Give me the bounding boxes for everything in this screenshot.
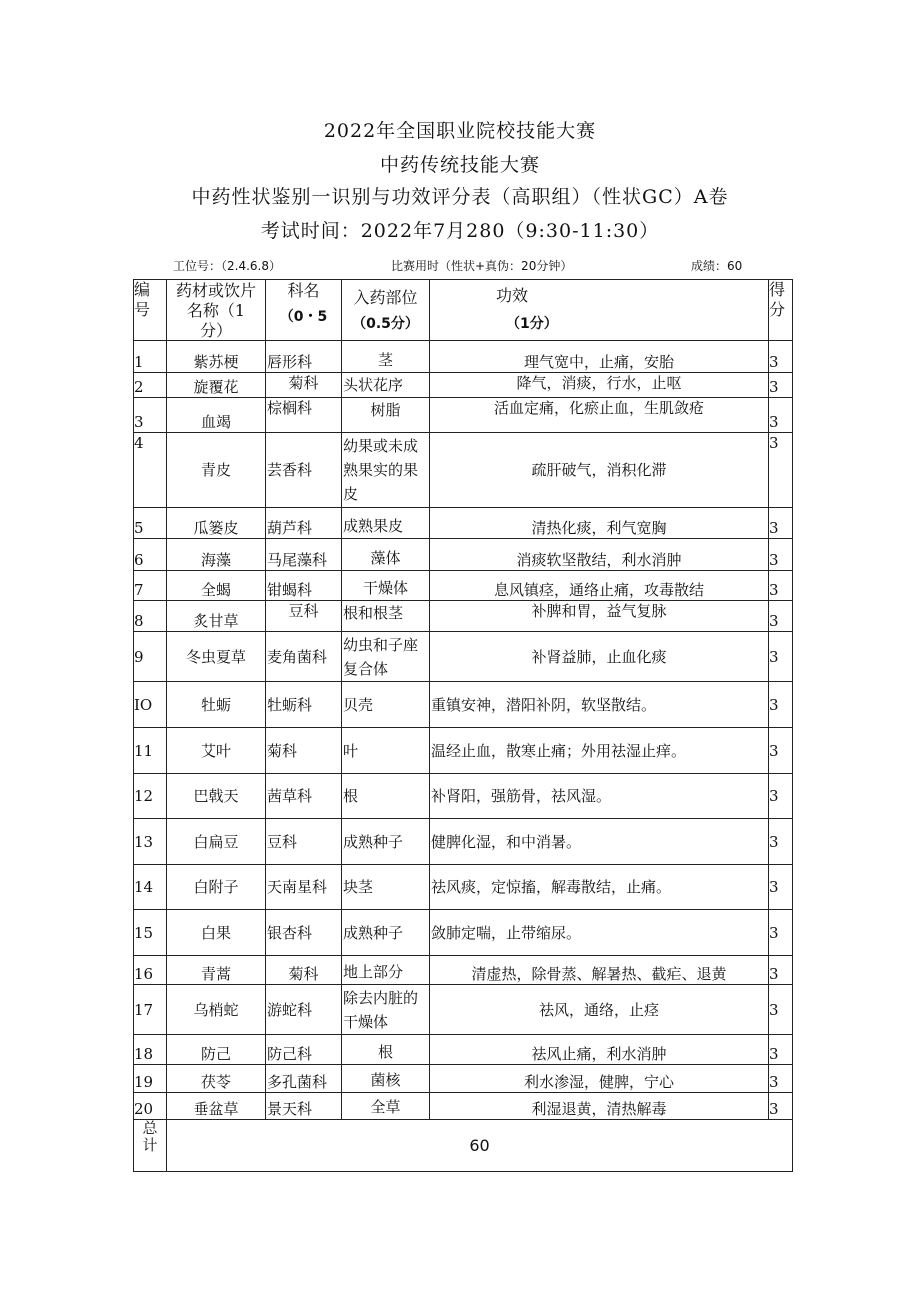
family-name: 多孔菌科 — [267, 1073, 328, 1091]
table-row — [134, 341, 793, 373]
efficacy: 降气，消痰，行水，止呕 — [516, 374, 682, 392]
medicinal-part: 根和根茎 — [343, 604, 404, 622]
family-name: 天南星科 — [267, 878, 328, 896]
efficacy-cell — [430, 682, 769, 728]
total-label-cell — [134, 1120, 167, 1172]
efficacy-cell — [430, 341, 769, 373]
row-number-cell — [134, 539, 167, 571]
row-number: 15 — [134, 923, 154, 942]
row-score: 3 — [769, 1073, 779, 1091]
herb-name-cell — [167, 682, 266, 728]
medicinal-part-cell — [342, 682, 430, 728]
row-score-cell — [769, 571, 793, 601]
row-number-cell — [134, 571, 167, 601]
total-score-label: 成绩：60 — [691, 259, 743, 273]
exam-time: 考试时间：2022年7月280（9:30-11:30） — [260, 220, 660, 242]
efficacy: 清虚热，除骨蒸、解暑热、截疟、退黄 — [471, 965, 727, 983]
row-score-cell — [769, 508, 793, 539]
family-name-cell — [266, 539, 342, 571]
row-number: 2 — [134, 378, 144, 396]
efficacy: 健脾化湿，和中消暑。 — [431, 832, 582, 851]
row-number: 11 — [134, 741, 154, 760]
herb-name-cell — [167, 398, 266, 433]
family-name-cell — [266, 1065, 342, 1093]
table-row — [134, 985, 793, 1035]
efficacy-cell — [430, 774, 769, 819]
family-name: 唇形科 — [267, 353, 313, 371]
efficacy: 疏肝破气，消积化滞 — [531, 461, 667, 479]
total-value: 60 — [469, 1135, 490, 1155]
row-number: 17 — [134, 1000, 154, 1019]
row-number: 19 — [134, 1073, 154, 1091]
family-name-cell — [266, 571, 342, 601]
row-number-cell — [134, 601, 167, 632]
station-number: 工位号：（2.4.6.8） — [173, 259, 281, 273]
row-score-cell — [769, 865, 793, 910]
herb-name-cell — [167, 956, 266, 985]
medicinal-part-cell — [342, 1093, 430, 1120]
row-number-cell — [134, 1065, 167, 1093]
table-row — [134, 774, 793, 819]
medicinal-part-cell — [342, 865, 430, 910]
herb-name-cell — [167, 341, 266, 373]
medicinal-part-cell — [342, 956, 430, 985]
header-effect — [430, 280, 769, 341]
row-number: 18 — [134, 1045, 154, 1063]
row-number: 12 — [134, 787, 154, 805]
herb-name: 白果 — [200, 923, 231, 942]
herb-name: 白附子 — [193, 878, 239, 896]
family-name: 茜草科 — [267, 787, 313, 805]
row-number-cell — [134, 341, 167, 373]
family-name: 豆科 — [288, 602, 319, 620]
efficacy-cell — [430, 601, 769, 632]
row-number: 7 — [134, 581, 144, 599]
family-name-cell — [266, 956, 342, 985]
total-label: 总计 — [142, 1119, 158, 1154]
row-score: 3 — [769, 581, 779, 599]
efficacy: 祛风痰，定惊搐，解毒散结，止痛。 — [431, 878, 672, 896]
efficacy-cell — [430, 632, 769, 682]
family-name: 葫芦科 — [267, 519, 313, 537]
header-name — [167, 280, 266, 341]
row-score-cell — [769, 601, 793, 632]
medicinal-part-cell — [342, 571, 430, 601]
medicinal-part: 幼虫和子座复合体 — [343, 635, 419, 678]
row-score-cell — [769, 774, 793, 819]
row-number-cell — [134, 1035, 167, 1065]
family-name-cell — [266, 682, 342, 728]
efficacy: 重镇安神，潜阳补阴，软坚散结。 — [431, 695, 657, 714]
herb-name-cell — [167, 433, 266, 508]
table-row — [134, 571, 793, 601]
title-competition: 2022年全国职业院校技能大赛 — [323, 120, 597, 142]
table-row — [134, 819, 793, 865]
efficacy-cell — [430, 956, 769, 985]
herb-name: 冬虫夏草 — [185, 647, 246, 666]
family-name-cell — [266, 1035, 342, 1065]
medicinal-part-cell — [342, 433, 430, 508]
efficacy: 活血定痛，化瘀止血，生肌敛疮 — [493, 399, 704, 417]
table-row — [134, 728, 793, 774]
time-used: 比赛用时（性状+真伪：20分钟） — [391, 259, 573, 273]
total-row — [134, 1120, 793, 1172]
row-number-cell — [134, 632, 167, 682]
row-score: 3 — [769, 965, 779, 983]
efficacy-cell — [430, 910, 769, 956]
row-score: 3 — [769, 353, 779, 371]
family-name: 麦角菌科 — [267, 647, 328, 666]
row-score-cell — [769, 398, 793, 433]
header-name-line2: 名称（1 — [186, 301, 246, 320]
row-score-cell — [769, 1035, 793, 1065]
herb-name-cell — [167, 632, 266, 682]
header-family — [266, 280, 342, 341]
row-score: 3 — [769, 378, 779, 396]
row-score-cell — [769, 341, 793, 373]
herb-name-cell — [167, 373, 266, 398]
row-score: 3 — [769, 878, 779, 896]
row-number: 20 — [134, 1100, 154, 1118]
herb-name: 茯苓 — [200, 1073, 231, 1091]
herb-name-cell — [167, 1035, 266, 1065]
herb-name: 垂盆草 — [193, 1100, 239, 1118]
header-score — [769, 280, 793, 341]
herb-name: 血竭 — [200, 413, 231, 431]
header-family-line1: 科名 — [287, 281, 320, 300]
efficacy: 清热化痰，利气宽胸 — [531, 519, 667, 537]
family-name-cell — [266, 774, 342, 819]
family-name: 游蛇科 — [267, 1000, 313, 1019]
header-part-line2: （0.5分） — [352, 316, 419, 332]
family-name-cell — [266, 985, 342, 1035]
efficacy: 消痰软坚散结，利水消肿 — [516, 551, 682, 569]
medicinal-part: 成熟果皮 — [343, 517, 404, 535]
medicinal-part-cell — [342, 601, 430, 632]
table-header-row — [134, 280, 793, 341]
efficacy: 补肾益肺，止血化痰 — [531, 647, 667, 666]
medicinal-part-cell — [342, 341, 430, 373]
efficacy-cell — [430, 539, 769, 571]
medicinal-part: 干燥体 — [362, 579, 408, 597]
table-row — [134, 373, 793, 398]
row-number-cell — [134, 910, 167, 956]
row-score: 3 — [769, 1000, 779, 1019]
medicinal-part-cell — [342, 728, 430, 774]
herb-name: 牡蛎 — [200, 695, 231, 714]
efficacy-cell — [430, 728, 769, 774]
medicinal-part-cell — [342, 508, 430, 539]
row-number-cell — [134, 682, 167, 728]
row-score-cell — [769, 632, 793, 682]
family-name-cell — [266, 398, 342, 433]
medicinal-part-cell — [342, 632, 430, 682]
row-number: 8 — [134, 612, 144, 630]
table-row — [134, 1065, 793, 1093]
row-score: 3 — [769, 832, 779, 851]
table-row — [134, 956, 793, 985]
efficacy-cell — [430, 398, 769, 433]
row-number-cell — [134, 985, 167, 1035]
family-name-cell — [266, 910, 342, 956]
efficacy: 祛风，通络，止痉 — [538, 1000, 659, 1019]
table-row — [134, 1093, 793, 1120]
herb-name: 艾叶 — [200, 741, 231, 760]
family-name-cell — [266, 632, 342, 682]
medicinal-part: 块茎 — [343, 878, 374, 896]
herb-name: 瓜篓皮 — [193, 519, 239, 537]
herb-name: 乌梢蛇 — [193, 1000, 239, 1019]
header-score-label: 得分 — [769, 280, 786, 319]
row-score-cell — [769, 910, 793, 956]
row-number-cell — [134, 728, 167, 774]
family-name: 菊科 — [267, 741, 298, 760]
family-name: 马尾藻科 — [267, 551, 328, 569]
header-name-line1: 药材或饮片 — [175, 281, 256, 300]
efficacy: 利湿退黄，清热解毒 — [531, 1100, 667, 1118]
row-score: 3 — [769, 923, 779, 942]
medicinal-part: 地上部分 — [343, 963, 404, 981]
row-number: 16 — [134, 965, 154, 983]
medicinal-part: 成熟种子 — [343, 923, 404, 942]
medicinal-part: 成熟种子 — [343, 832, 404, 851]
medicinal-part-cell — [342, 819, 430, 865]
row-score-cell — [769, 1065, 793, 1093]
table-row — [134, 910, 793, 956]
header-family-line2: （0・5 — [279, 309, 328, 325]
medicinal-part-cell — [342, 774, 430, 819]
medicinal-part-cell — [342, 373, 430, 398]
herb-name: 巴戟天 — [193, 787, 239, 805]
medicinal-part-cell — [342, 539, 430, 571]
efficacy-cell — [430, 985, 769, 1035]
medicinal-part: 叶 — [343, 741, 359, 760]
family-name-cell — [266, 1093, 342, 1120]
efficacy: 补脾和胃，益气复脉 — [531, 602, 667, 620]
medicinal-part-cell — [342, 985, 430, 1035]
row-score: 3 — [769, 741, 779, 760]
row-number: 4 — [134, 434, 144, 452]
row-number: 6 — [134, 551, 144, 569]
row-number-cell — [134, 1093, 167, 1120]
efficacy-cell — [430, 865, 769, 910]
row-number-cell — [134, 508, 167, 539]
herb-name: 防己 — [200, 1045, 231, 1063]
row-score: 3 — [769, 787, 779, 805]
herb-name-cell — [167, 728, 266, 774]
row-number: 1 — [134, 353, 144, 371]
row-number-cell — [134, 956, 167, 985]
herb-name: 白扁豆 — [193, 832, 239, 851]
herb-name-cell — [167, 819, 266, 865]
medicinal-part: 除去内脏的干燥体 — [343, 988, 419, 1031]
herb-name: 全蝎 — [200, 581, 231, 599]
row-score: 3 — [769, 612, 779, 630]
family-name: 钳蝎科 — [267, 581, 313, 599]
family-name-cell — [266, 433, 342, 508]
efficacy-cell — [430, 508, 769, 539]
herb-name-cell — [167, 1093, 266, 1120]
row-number-cell — [134, 433, 167, 508]
row-number-cell — [134, 398, 167, 433]
efficacy-cell — [430, 433, 769, 508]
row-score: 3 — [769, 551, 779, 569]
family-name: 芸香科 — [267, 461, 313, 479]
herb-name: 旋覆花 — [193, 378, 239, 396]
table-row — [134, 865, 793, 910]
efficacy: 祛风止痛，利水消肿 — [531, 1045, 667, 1063]
herb-name-cell — [167, 910, 266, 956]
medicinal-part-cell — [342, 910, 430, 956]
row-number: 14 — [134, 878, 154, 896]
family-name: 菊科 — [288, 374, 319, 392]
family-name: 景天科 — [267, 1100, 313, 1118]
medicinal-part: 根 — [343, 787, 359, 805]
efficacy: 补肾阳，强筋骨，祛风湿。 — [431, 787, 612, 805]
efficacy: 温经止血，散寒止痛；外用祛湿止痒。 — [431, 741, 687, 760]
efficacy-cell — [430, 819, 769, 865]
family-name-cell — [266, 508, 342, 539]
row-number-cell — [134, 774, 167, 819]
row-score-cell — [769, 682, 793, 728]
header-no-label: 编号 — [134, 280, 151, 319]
row-score: 3 — [769, 647, 779, 666]
table-row — [134, 601, 793, 632]
medicinal-part: 幼果或未成熟果实的果皮 — [343, 437, 419, 503]
family-name-cell — [266, 373, 342, 398]
family-name-cell — [266, 601, 342, 632]
row-score-cell — [769, 373, 793, 398]
total-value-cell — [167, 1120, 793, 1172]
row-score: 3 — [769, 695, 779, 714]
row-score: 3 — [769, 434, 779, 452]
header-part-line1: 入药部位 — [353, 288, 418, 307]
herb-name-cell — [167, 539, 266, 571]
medicinal-part: 根 — [377, 1043, 393, 1061]
herb-name-cell — [167, 985, 266, 1035]
herb-name: 紫苏梗 — [193, 353, 239, 371]
medicinal-part: 菌核 — [370, 1071, 401, 1089]
herb-name: 海藻 — [200, 551, 231, 569]
row-number-cell — [134, 373, 167, 398]
family-name: 防己科 — [267, 1045, 313, 1063]
header-no — [134, 280, 167, 341]
header-name-line3: 分） — [199, 321, 232, 340]
medicinal-part: 贝壳 — [343, 695, 374, 714]
herb-name-cell — [167, 774, 266, 819]
family-name: 牡蛎科 — [267, 695, 313, 714]
header-part — [342, 280, 430, 341]
family-name: 菊科 — [288, 965, 319, 983]
row-score-cell — [769, 1093, 793, 1120]
row-score: 3 — [769, 413, 779, 431]
herb-name: 炙甘草 — [193, 612, 239, 630]
herb-name-cell — [167, 571, 266, 601]
row-score-cell — [769, 539, 793, 571]
title-form: 中药性状鉴别一识别与功效评分表（高职组）（性状GC）A卷 — [191, 186, 729, 208]
scoring-table — [133, 279, 793, 1172]
header-effect-line2: （1分） — [506, 316, 558, 332]
row-number-cell — [134, 865, 167, 910]
row-score: 3 — [769, 1045, 779, 1063]
family-name-cell — [266, 728, 342, 774]
row-score-cell — [769, 728, 793, 774]
title-event: 中药传统技能大赛 — [379, 154, 540, 176]
efficacy: 敛肺定喘，止带缩尿。 — [431, 923, 582, 942]
medicinal-part: 全草 — [370, 1098, 401, 1116]
table-row — [134, 632, 793, 682]
family-name-cell — [266, 819, 342, 865]
medicinal-part: 树脂 — [370, 401, 401, 419]
medicinal-part: 头状花序 — [343, 376, 404, 394]
efficacy-cell — [430, 571, 769, 601]
table-row — [134, 682, 793, 728]
row-score: 3 — [769, 1100, 779, 1118]
efficacy: 息风镇痉，通络止痛，攻毒散结 — [493, 581, 704, 599]
medicinal-part: 茎 — [377, 351, 393, 369]
row-number: 9 — [134, 647, 144, 666]
row-score-cell — [769, 985, 793, 1035]
efficacy: 理气宽中，止痛，安胎 — [523, 353, 674, 371]
row-number: 5 — [134, 519, 144, 537]
header-effect-line1: 功效 — [496, 286, 529, 305]
efficacy-cell — [430, 373, 769, 398]
table-row — [134, 433, 793, 508]
efficacy-cell — [430, 1035, 769, 1065]
row-number: 3 — [134, 413, 144, 431]
efficacy-cell — [430, 1093, 769, 1120]
family-name: 棕榈科 — [267, 399, 313, 417]
herb-name-cell — [167, 508, 266, 539]
efficacy-cell — [430, 1065, 769, 1093]
row-score-cell — [769, 433, 793, 508]
row-number-cell — [134, 819, 167, 865]
family-name-cell — [266, 341, 342, 373]
row-score-cell — [769, 819, 793, 865]
herb-name: 青蒿 — [200, 965, 231, 983]
medicinal-part-cell — [342, 1065, 430, 1093]
row-number: 13 — [134, 832, 154, 851]
efficacy: 利水渗湿，健脾，宁心 — [523, 1073, 674, 1091]
table-row — [134, 539, 793, 571]
herb-name-cell — [167, 865, 266, 910]
herb-name: 青皮 — [200, 461, 231, 479]
row-number: IO — [134, 695, 153, 714]
medicinal-part-cell — [342, 1035, 430, 1065]
family-name-cell — [266, 865, 342, 910]
medicinal-part-cell — [342, 398, 430, 433]
family-name: 银杏科 — [267, 923, 313, 942]
row-score: 3 — [769, 519, 779, 537]
row-score-cell — [769, 956, 793, 985]
medicinal-part: 藻体 — [370, 549, 401, 567]
herb-name-cell — [167, 601, 266, 632]
herb-name-cell — [167, 1065, 266, 1093]
table-row — [134, 508, 793, 539]
table-row — [134, 398, 793, 433]
table-row — [134, 1035, 793, 1065]
family-name: 豆科 — [267, 832, 298, 851]
